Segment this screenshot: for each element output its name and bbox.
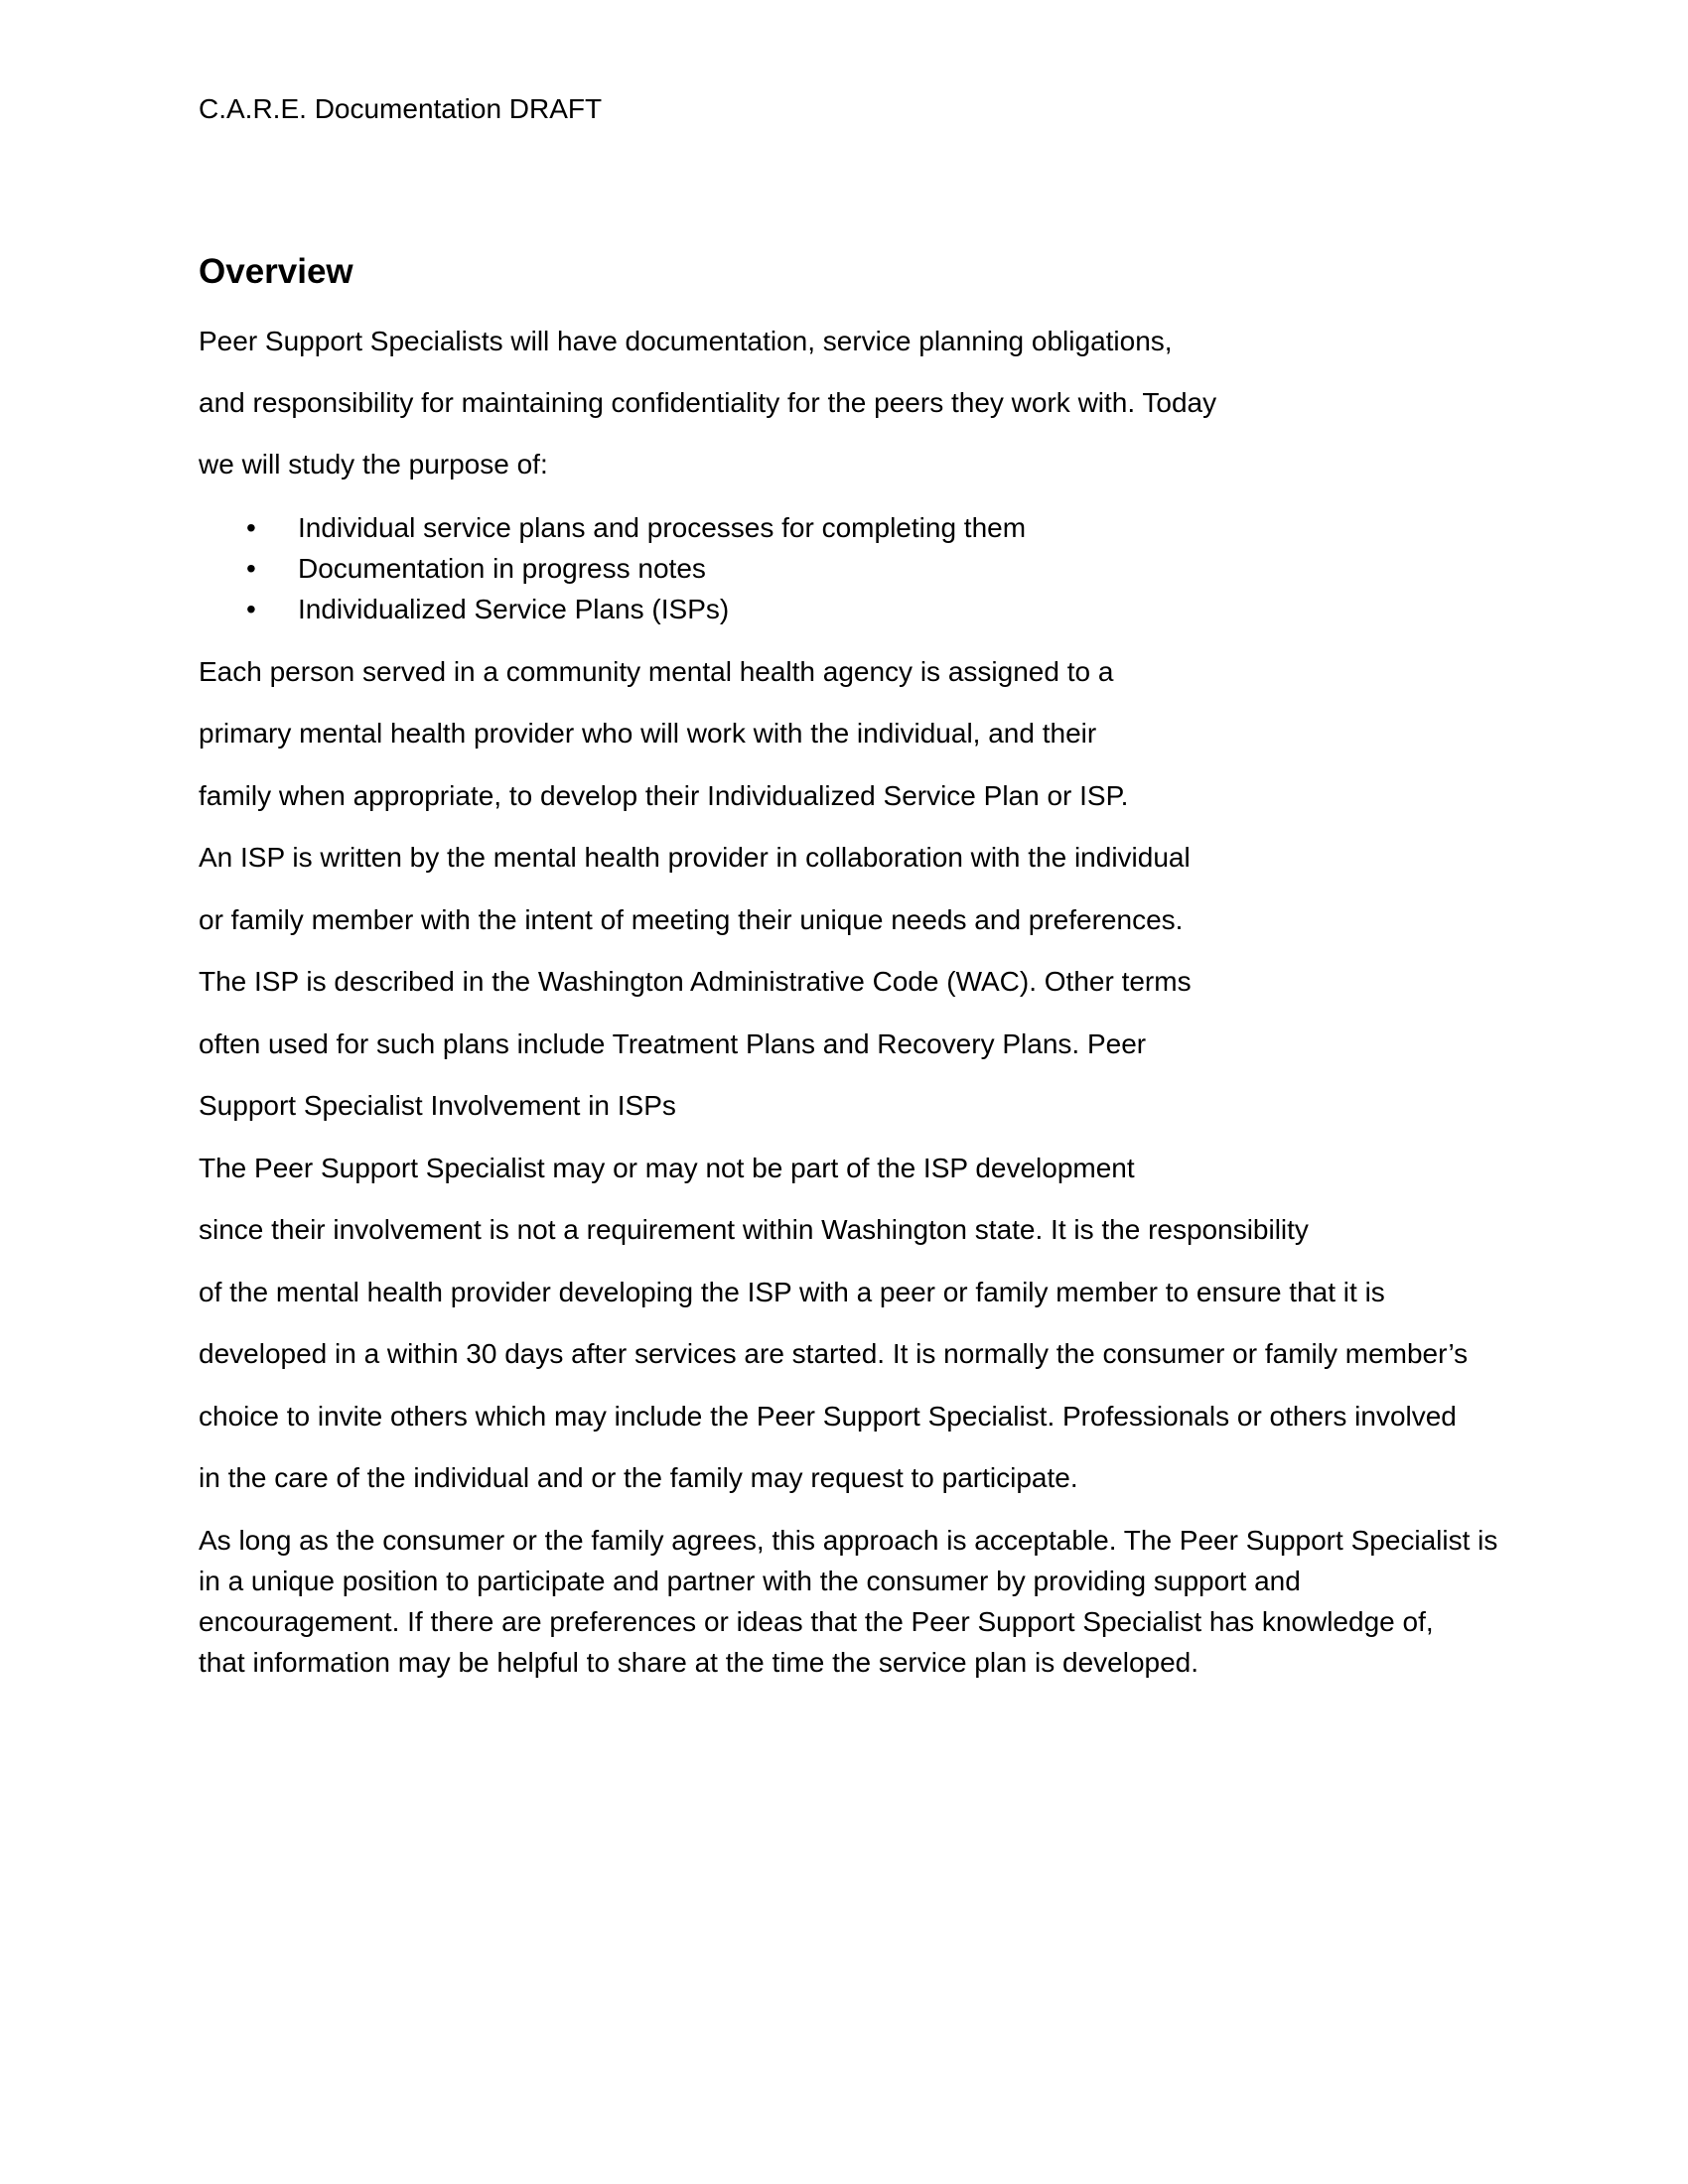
closing-line: encouragement. If there are preferences or ideas that the Peer Support Specialist has knowledge of,: [199, 1606, 1434, 1637]
intro-line: we will study the purpose of:: [199, 449, 548, 479]
closing-line: As long as the consumer or the family agrees, this approach is acceptable. The Peer Support Specialist is: [199, 1525, 1498, 1556]
body-line: Support Specialist Involvement in ISPs: [199, 1090, 676, 1121]
list-item-text: Individual service plans and processes for completing them: [298, 512, 1027, 543]
body-line: primary mental health provider who will work with the individual, and their: [199, 718, 1097, 749]
list-item-text: Individualized Service Plans (ISPs): [298, 594, 730, 624]
body-line: An ISP is written by the mental health provider in collaboration with the individual: [199, 842, 1191, 873]
body-line: or family member with the intent of meeting their unique needs and preferences.: [199, 904, 1184, 935]
body-line: Each person served in a community mental health agency is assigned to a: [199, 656, 1114, 687]
closing-line: in a unique position to participate and partner with the consumer by providing support and: [199, 1566, 1301, 1596]
body-line: since their involvement is not a requirement within Washington state. It is the responsibility: [199, 1214, 1309, 1245]
body-line: in the care of the individual and or the family may request to participate.: [199, 1462, 1078, 1493]
body-line: The Peer Support Specialist may or may not be part of the ISP development: [199, 1153, 1135, 1183]
intro-line: and responsibility for maintaining confidentiality for the peers they work with. Today: [199, 387, 1217, 418]
bullet-icon: •: [246, 512, 256, 543]
body-line: of the mental health provider developing the ISP with a peer or family member to ensure that it is: [199, 1277, 1385, 1307]
list-item-text: Documentation in progress notes: [298, 553, 706, 584]
body-line: developed in a within 30 days after services are started. It is normally the consumer or family member’s: [199, 1338, 1469, 1369]
body-line: choice to invite others which may include the Peer Support Specialist. Professionals or others involved: [199, 1401, 1457, 1432]
closing-line: that information may be helpful to share at the time the service plan is developed.: [199, 1647, 1199, 1678]
body-line: The ISP is described in the Washington Administrative Code (WAC). Other terms: [199, 966, 1192, 997]
bullet-icon: •: [246, 594, 256, 624]
body-line: family when appropriate, to develop their Individualized Service Plan or ISP.: [199, 780, 1129, 811]
document-header: C.A.R.E. Documentation DRAFT: [199, 93, 603, 124]
section-heading: Overview: [199, 252, 353, 291]
intro-line: Peer Support Specialists will have documentation, service planning obligations,: [199, 326, 1173, 356]
body-line: often used for such plans include Treatment Plans and Recovery Plans. Peer: [199, 1028, 1147, 1059]
bullet-icon: •: [246, 553, 256, 584]
